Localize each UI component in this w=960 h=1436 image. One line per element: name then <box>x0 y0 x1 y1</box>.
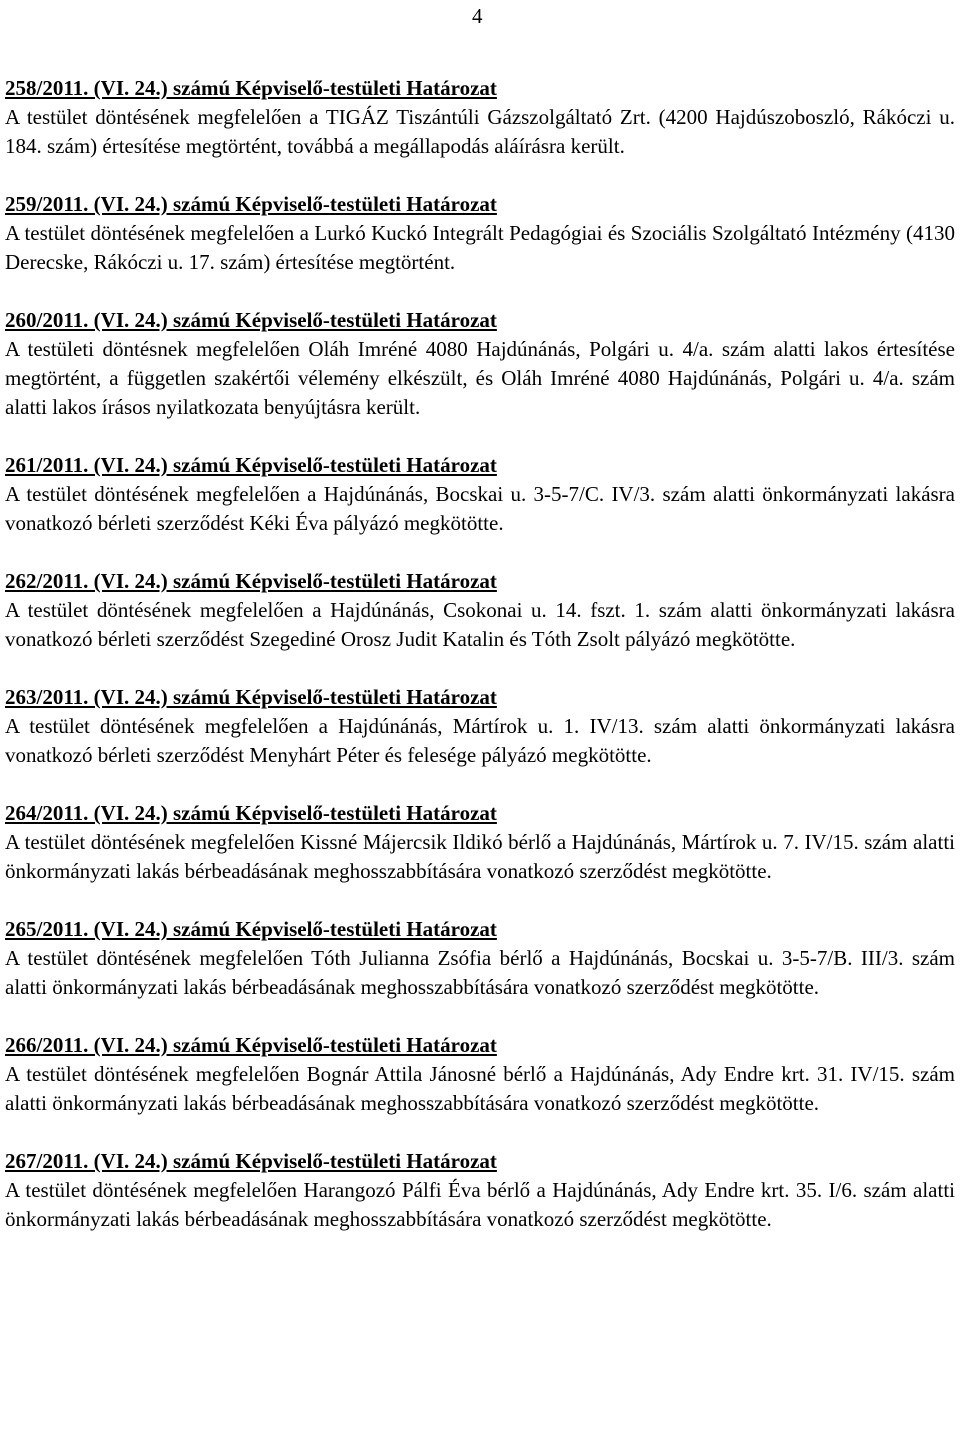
resolution-262 <box>5 567 955 654</box>
resolution-text: A testület döntésének megfelelően Bognár Attila Jánosné bérlő a Hajdúnánás, Ady Endre krt. 31. IV/15. szám alatti önkormányzati lakás bérbeadásának meghosszabbítására vonatkozó szerződést megkötötte. <box>5 1062 955 1115</box>
resolution-258 <box>5 74 955 161</box>
resolution-heading: 266/2011. (VI. 24.) számú Képviselő-testületi Határozat <box>5 1033 497 1057</box>
resolution-263 <box>5 683 955 770</box>
resolution-text: A testület döntésének megfelelően a Hajdúnánás, Csokonai u. 14. fszt. 1. szám alatti önkormányzati lakásra vonatkozó bérleti szerződést Szegediné Orosz Judit Katalin és Tóth Zsolt pályázó megkötötte. <box>5 598 955 651</box>
resolution-heading: 260/2011. (VI. 24.) számú Képviselő-testületi Határozat <box>5 308 497 332</box>
resolution-text: A testület döntésének megfelelően Harangozó Pálfi Éva bérlő a Hajdúnánás, Ady Endre krt. 35. I/6. szám alatti önkormányzati lakás bérbeadásának meghosszabbítására vonatkozó szerződést megkötötte. <box>5 1178 955 1231</box>
resolution-259 <box>5 190 955 277</box>
resolution-heading: 262/2011. (VI. 24.) számú Képviselő-testületi Határozat <box>5 569 497 593</box>
resolution-heading: 261/2011. (VI. 24.) számú Képviselő-testületi Határozat <box>5 453 497 477</box>
resolution-heading: 265/2011. (VI. 24.) számú Képviselő-testületi Határozat <box>5 917 497 941</box>
resolution-heading: 259/2011. (VI. 24.) számú Képviselő-testületi Határozat <box>5 192 497 216</box>
resolution-heading: 258/2011. (VI. 24.) számú Képviselő-testületi Határozat <box>5 76 497 100</box>
resolution-heading: 264/2011. (VI. 24.) számú Képviselő-testületi Határozat <box>5 801 497 825</box>
resolution-text: A testület döntésének megfelelően a TIGÁZ Tiszántúli Gázszolgáltató Zrt. (4200 Hajdúszoboszló, Rákóczi u. 184. szám) értesítése megtörtént, továbbá a megállapodás aláírásra került. <box>5 105 955 158</box>
resolution-text: A testület döntésének megfelelően Kissné Májercsik Ildikó bérlő a Hajdúnánás, Mártírok u. 7. IV/15. szám alatti önkormányzati lakás bérbeadásának meghosszabbítására vonatkozó szerződést megkötötte. <box>5 830 955 883</box>
resolution-266 <box>5 1031 955 1118</box>
resolution-heading: 267/2011. (VI. 24.) számú Képviselő-testületi Határozat <box>5 1149 497 1173</box>
resolution-264 <box>5 799 955 886</box>
page-number: 4 <box>472 4 483 28</box>
resolution-265 <box>5 915 955 1002</box>
resolution-260 <box>5 306 955 422</box>
document-body <box>5 74 955 1263</box>
resolution-heading: 263/2011. (VI. 24.) számú Képviselő-testületi Határozat <box>5 685 497 709</box>
resolution-text: A testület döntésének megfelelően a Lurkó Kuckó Integrált Pedagógiai és Szociális Szolgáltató Intézmény (4130 Derecske, Rákóczi u. 17. szám) értesítése megtörtént. <box>5 221 955 274</box>
resolution-261 <box>5 451 955 538</box>
resolution-text: A testület döntésének megfelelően a Hajdúnánás, Bocskai u. 3-5-7/C. IV/3. szám alatti önkormányzati lakásra vonatkozó bérleti szerződést Kéki Éva pályázó megkötötte. <box>5 482 955 535</box>
resolution-text: A testületi döntésnek megfelelően Oláh Imréné 4080 Hajdúnánás, Polgári u. 4/a. szám alatti lakos értesítése megtörtént, a független szakértői vélemény elkészült, és Oláh Imréné 4080 Hajdúnánás, Polgári u. 4/a. szám alatti lakos írásos nyilatkozata benyújtásra került. <box>5 337 955 419</box>
resolution-267 <box>5 1147 955 1234</box>
resolution-text: A testület döntésének megfelelően a Hajdúnánás, Mártírok u. 1. IV/13. szám alatti önkormányzati lakásra vonatkozó bérleti szerződést Menyhárt Péter és felesége pályázó megkötötte. <box>5 714 955 767</box>
resolution-text: A testület döntésének megfelelően Tóth Julianna Zsófia bérlő a Hajdúnánás, Bocskai u. 3-5-7/B. III/3. szám alatti önkormányzati lakás bérbeadásának meghosszabbítására vonatkozó szerződést megkötötte. <box>5 946 955 999</box>
